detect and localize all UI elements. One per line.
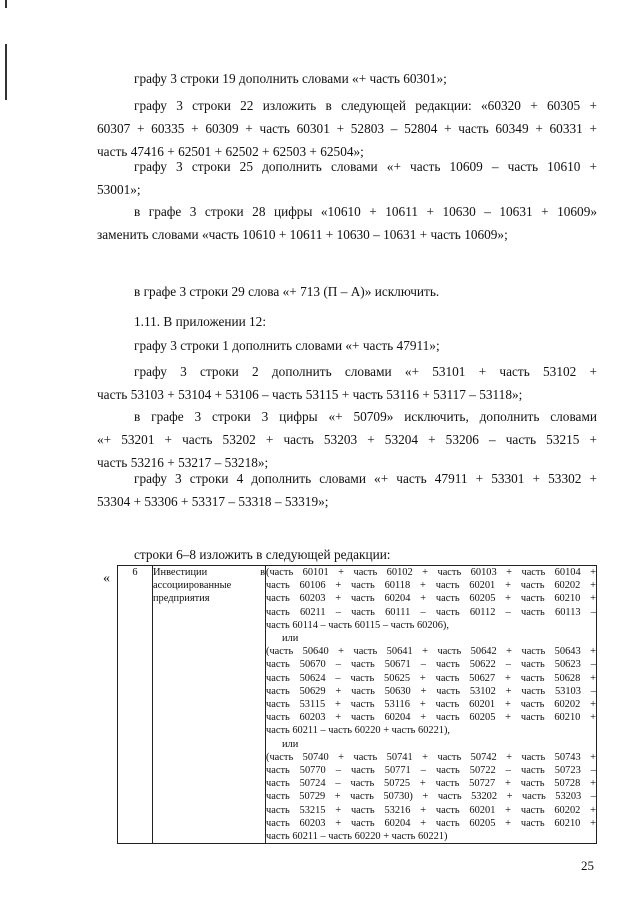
row-number-cell: 6 bbox=[118, 566, 153, 844]
row-name-cell bbox=[153, 566, 266, 844]
row-name-first-line bbox=[153, 566, 265, 579]
formula-line: (часть 50640 + часть 50641 + часть 50642 + часть 50643 + bbox=[266, 646, 596, 658]
formula-line: часть 50729 + часть 50730) + часть 53202 + часть 53203 – bbox=[266, 791, 596, 803]
row-name-line: ассоциированные bbox=[153, 580, 232, 592]
formula-line: часть 60106 + часть 60118 + часть 60201 + часть 60202 + bbox=[266, 580, 596, 592]
paragraph-line: графу 3 строки 1 дополнить словами «+ часть 47911»; bbox=[134, 338, 440, 353]
table-row bbox=[118, 566, 597, 844]
open-quote-mark: « bbox=[103, 571, 110, 586]
paragraph-line: «+ 53201 + часть 53202 + часть 53203 + 53204 + 53206 – часть 53215 + bbox=[97, 432, 597, 447]
formula-line: часть 60203 + часть 60204 + часть 60205 + часть 60210 + bbox=[266, 712, 596, 724]
formula-line: (часть 60101 + часть 60102 + часть 60103 + часть 60104 + bbox=[266, 567, 596, 578]
paragraph-line: графу 3 строки 22 изложить в следующей редакции: «60320 + 60305 + bbox=[134, 98, 597, 113]
formula-line: (часть 50740 + часть 50741 + часть 50742 + часть 50743 + bbox=[266, 751, 596, 763]
formula-line: часть 60203 + часть 60204 + часть 60205 + часть 60210 + bbox=[266, 817, 596, 829]
scan-edge-mark bbox=[5, 44, 7, 100]
row-name-word: Инвестиции bbox=[153, 567, 208, 578]
formula-line: или bbox=[282, 633, 299, 645]
paragraph-line: графу 3 строки 19 дополнить словами «+ часть 60301»; bbox=[134, 71, 447, 86]
formula-line: часть 50770 – часть 50771 – часть 50722 – часть 50723 – bbox=[266, 765, 596, 777]
formula-line: часть 50624 – часть 50625 + часть 50627 + часть 50628 + bbox=[266, 672, 596, 684]
paragraph-line: часть 47416 + 62501 + 62502 + 62503 + 62504»; bbox=[97, 144, 364, 159]
paragraph-line: 60307 + 60335 + 60309 + часть 60301 + 52803 – 52804 + часть 60349 + 60331 + bbox=[97, 121, 597, 136]
paragraph-line: 53304 + 53306 + 53317 – 53318 – 53319»; bbox=[97, 494, 329, 509]
paragraph-line: в графе 3 строки 28 цифры «10610 + 10611 + 10630 – 10631 + 10609» bbox=[134, 204, 597, 219]
formula-line: часть 60211 – часть 60111 – часть 60112 – часть 60113 – bbox=[266, 606, 596, 618]
paragraph-line: часть 53103 + 53104 + 53106 – часть 53115 + часть 53116 + 53117 – 53118»; bbox=[97, 387, 523, 402]
formula-line: часть 50629 + часть 50630 + часть 53102 + часть 53103 – bbox=[266, 685, 596, 697]
row-formula-cell bbox=[266, 566, 597, 844]
formula-line: часть 53215 + часть 53216 + часть 60201 + часть 60202 + bbox=[266, 804, 596, 816]
formula-line: часть 60211 – часть 60220 + часть 60221), bbox=[266, 725, 451, 737]
row-name-line: предприятия bbox=[153, 593, 210, 605]
paragraph-line: 1.11. В приложении 12: bbox=[134, 314, 267, 329]
scan-edge-mark bbox=[5, 0, 7, 8]
formula-line: часть 50724 – часть 50725 + часть 50727 + часть 50728 + bbox=[266, 778, 596, 790]
paragraph-line: заменить словами «часть 10610 + 10611 + 10630 – 10631 + часть 10609»; bbox=[97, 227, 508, 242]
paragraph-line: графу 3 строки 25 дополнить словами «+ часть 10609 – часть 10610 + bbox=[134, 159, 597, 174]
formula-line: часть 50670 – часть 50671 – часть 50622 – часть 50623 – bbox=[266, 659, 596, 671]
paragraph-line: графу 3 строки 2 дополнить словами «+ 53101 + часть 53102 + bbox=[134, 364, 597, 379]
paragraph-line: в графе 3 строки 3 цифры «+ 50709» исключить, дополнить словами bbox=[134, 409, 597, 424]
paragraph-line: в графе 3 строки 29 слова «+ 713 (П – А)» исключить. bbox=[134, 284, 440, 299]
paragraph-line: 53001»; bbox=[97, 182, 141, 197]
formula-line: или bbox=[282, 738, 299, 750]
formula-line: часть 53115 + часть 53116 + часть 60201 + часть 60202 + bbox=[266, 699, 596, 711]
formula-line: часть 60203 + часть 60204 + часть 60205 + часть 60210 + bbox=[266, 593, 596, 605]
formula-line: часть 60211 – часть 60220 + часть 60221) bbox=[266, 831, 448, 843]
paragraph-line: часть 53216 + 53217 – 53218»; bbox=[97, 455, 269, 470]
amendment-table bbox=[117, 565, 597, 844]
formula-line: часть 60114 – часть 60115 – часть 60206), bbox=[266, 619, 449, 631]
row-name-word: в bbox=[260, 567, 265, 578]
paragraph-line: строки 6–8 изложить в следующей редакции: bbox=[134, 547, 391, 562]
paragraph-line: графу 3 строки 4 дополнить словами «+ часть 47911 + 53301 + 53302 + bbox=[134, 471, 597, 486]
page-number: 25 bbox=[581, 858, 594, 873]
